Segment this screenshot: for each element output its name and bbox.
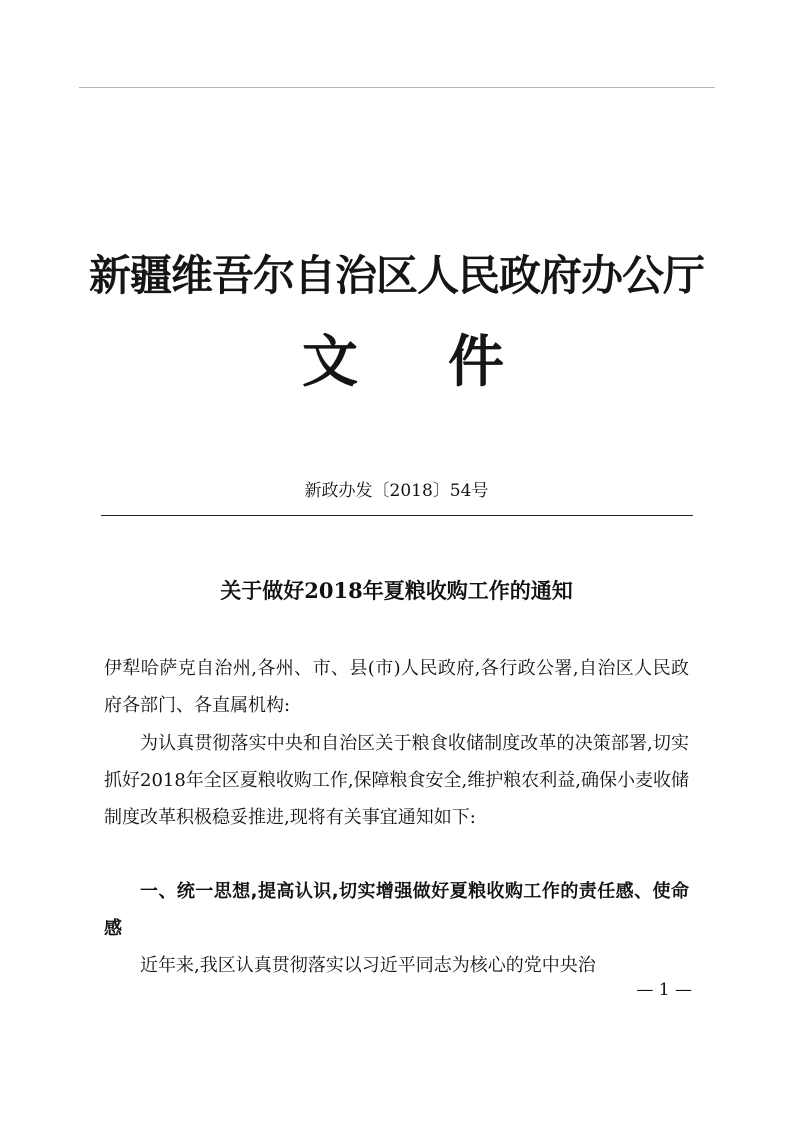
- intro-paragraph: 为认真贯彻落实中央和自治区关于粮食收储制度改革的决策部署,切实抓好2018年全区夏粮收购工作,保障粮食安全,维护粮农利益,确保小麦收储制度改革积极稳妥推进,现将有关事宜通知如下:: [104, 733, 689, 828]
- section-heading-1: 一、统一思想,提高认识,切实增强做好夏粮收购工作的责任感、使命感: [104, 881, 689, 939]
- document-number: 新政办发〔2018〕54号: [304, 481, 489, 501]
- page-number: — 1 —: [636, 980, 692, 1000]
- top-divider: [79, 87, 715, 88]
- header-separator-line: [101, 515, 693, 516]
- document-title: 关于做好2018年夏粮收购工作的通知: [220, 578, 573, 603]
- addressee-paragraph: 伊犁哈萨克自治州,各州、市、县(市)人民政府,各行政公署,自治区人民政府各部门、各直属机构:: [104, 658, 689, 716]
- body-paragraph-2: 近年来,我区认真贯彻落实以习近平同志为核心的党中央治: [140, 955, 596, 976]
- document-type-label: 文件: [302, 330, 594, 395]
- issuing-authority: 新疆维吾尔自治区人民政府办公厅: [88, 251, 704, 300]
